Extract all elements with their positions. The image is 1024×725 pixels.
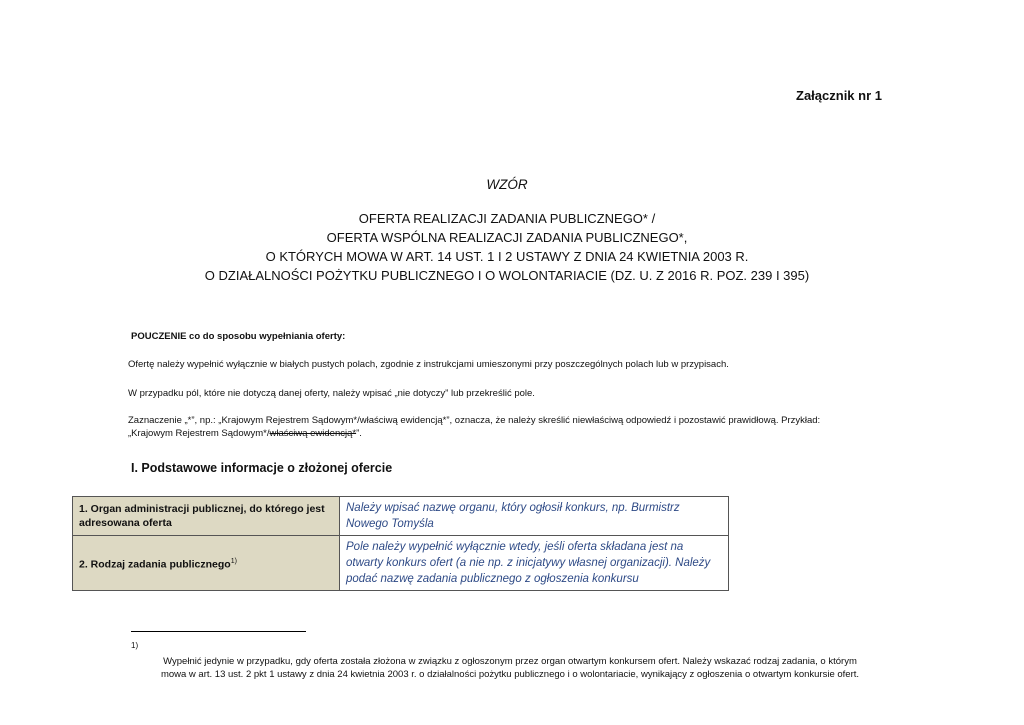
document-title xyxy=(0,209,1014,285)
field-value-task-type[interactable]: Pole należy wypełnić wyłącznie wtedy, jeśli oferta składana jest na otwarty konkurs ofert (a nie np. z inicjatywy własnej organizacji). Należy podać nazwę zadania publicznego z ogłoszenia konkursu xyxy=(340,536,729,591)
instructions-heading: POUCZENIE co do sposobu wypełniania oferty: xyxy=(131,331,346,342)
footnote-ref[interactable]: 1) xyxy=(230,557,237,565)
table-row xyxy=(73,536,729,591)
title-line: O KTÓRYCH MOWA W ART. 14 UST. 1 I 2 USTAWY Z DNIA 24 KWIETNIA 2003 R. xyxy=(265,249,749,264)
field-value-organ[interactable]: Należy wpisać nazwę organu, który ogłosił konkurs, np. Burmistrz Nowego Tomyśla xyxy=(340,497,729,536)
field-label-task-type xyxy=(73,536,340,591)
table-row xyxy=(73,497,729,536)
footnote-mark: 1) xyxy=(131,641,139,650)
example-text-end: ”. xyxy=(356,428,362,439)
section-title: I. Podstawowe informacje o złożonej ofercie xyxy=(131,461,393,475)
field-label-organ: 1. Organ administracji publicznej, do którego jest adresowana oferta xyxy=(73,497,340,536)
title-line: OFERTA WSPÓLNA REALIZACJI ZADANIA PUBLICZNEGO*, xyxy=(326,230,688,245)
basic-info-table xyxy=(72,496,729,591)
example-text: „Krajowym Rejestrem Sądowym*/ xyxy=(128,428,270,439)
instruction-line xyxy=(128,427,888,440)
footnote-separator xyxy=(131,631,306,632)
instruction-line: Zaznaczenie „*”, np.: „Krajowym Rejestrem Sądowym*/właściwą ewidencją*”, oznacza, że należy skreślić niewłaściwą odpowiedź i pozostawić prawidłową. Przykład: xyxy=(128,415,821,426)
field-label-text: 2. Rodzaj zadania publicznego xyxy=(79,558,231,571)
footnote-text xyxy=(138,655,882,681)
form-label: WZÓR xyxy=(486,177,528,192)
instruction-paragraph: Ofertę należy wypełnić wyłącznie w białych pustych polach, zgodnie z instrukcjami umieszonymi przy poszczególnych polach lub w przypisach. xyxy=(128,359,729,370)
attachment-number: Załącznik nr 1 xyxy=(796,88,882,103)
footnote-line: mowa w art. 13 ust. 2 pkt 1 ustawy z dnia 24 kwietnia 2003 r. o działalności pożytku publicznego i o wolontariacie, wynikający z ogłoszenia o otwartym konkursie ofert. xyxy=(160,669,860,680)
title-line: OFERTA REALIZACJI ZADANIA PUBLICZNEGO* / xyxy=(358,211,656,226)
title-line: O DZIAŁALNOŚCI POŻYTKU PUBLICZNEGO I O WOLONTARIACIE (DZ. U. Z 2016 R. POZ. 239 I 395) xyxy=(204,268,810,283)
footnote-line: Wypełnić jedynie w przypadku, gdy oferta została złożona w związku z ogłoszonym przez organ otwartym konkursem ofert. Należy wskazać rodzaj zadania, o którym xyxy=(163,656,857,667)
struck-example-text: właściwą ewidencją* xyxy=(269,428,357,439)
instruction-paragraph xyxy=(128,414,888,440)
instruction-paragraph: W przypadku pól, które nie dotyczą danej oferty, należy wpisać „nie dotyczy” lub przekreślić pole. xyxy=(128,388,535,399)
